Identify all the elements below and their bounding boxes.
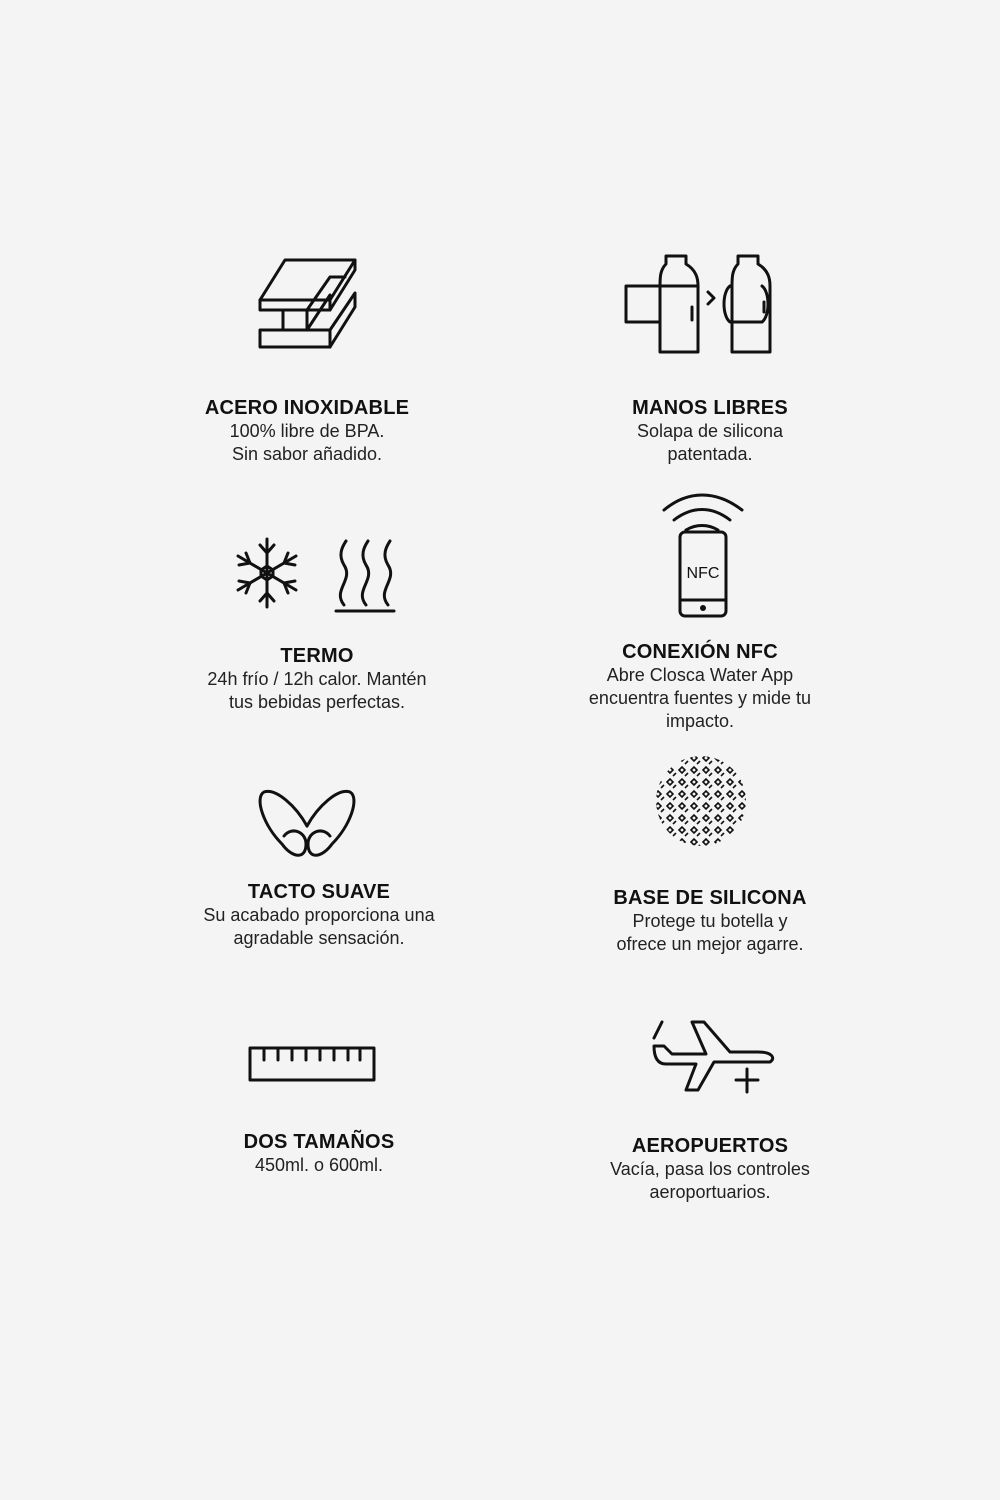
feature-title: CONEXIÓN NFC	[622, 641, 778, 663]
feature-description: 24h frío / 12h calor. Mantén tus bebidas perfectas.	[207, 669, 427, 712]
feature-description: Protege tu botella y ofrece un mejor agarre.	[616, 911, 804, 954]
ruler-icon	[248, 1046, 376, 1082]
feature-manos-libres	[520, 396, 900, 466]
airplane-icon	[650, 1018, 780, 1098]
bottle-strap-icon	[622, 252, 782, 356]
grip-texture-icon	[654, 754, 748, 848]
nfc-label: NFC	[686, 565, 720, 582]
feature-tacto-suave	[129, 880, 509, 950]
feature-title: BASE DE SILICONA	[613, 887, 807, 909]
feature-dos-tamanos	[129, 1130, 509, 1177]
feature-title: TERMO	[280, 645, 354, 667]
feature-description: 100% libre de BPA. Sin sabor añadido.	[229, 421, 385, 464]
feature-acero-inoxidable	[117, 396, 497, 466]
feature-description: Abre Closca Water App encuentra fuentes y mide tu impacto.	[588, 665, 812, 731]
feature-aeropuertos	[520, 1134, 900, 1204]
feature-description: Su acabado proporciona una agradable sensación.	[203, 905, 435, 948]
phone-nfc-icon	[656, 492, 748, 618]
feature-base-de-silicona	[520, 886, 900, 956]
feature-conexion-nfc	[510, 640, 890, 733]
feature-title: ACERO INOXIDABLE	[204, 397, 410, 419]
feature-title: MANOS LIBRES	[632, 397, 788, 419]
feature-description: 450ml. o 600ml.	[254, 1155, 384, 1175]
feature-title: AEROPUERTOS	[631, 1135, 789, 1157]
feature-title: TACTO SUAVE	[247, 881, 391, 903]
snowflake-heat-icon	[232, 535, 412, 615]
feature-title: DOS TAMAÑOS	[243, 1131, 395, 1153]
butterfly-icon	[256, 786, 358, 862]
feature-description: Solapa de silicona patentada.	[636, 421, 784, 464]
feature-termo	[127, 644, 507, 714]
feature-description: Vacía, pasa los controles aeroportuarios.	[610, 1159, 810, 1202]
steel-beam-icon	[255, 255, 365, 355]
